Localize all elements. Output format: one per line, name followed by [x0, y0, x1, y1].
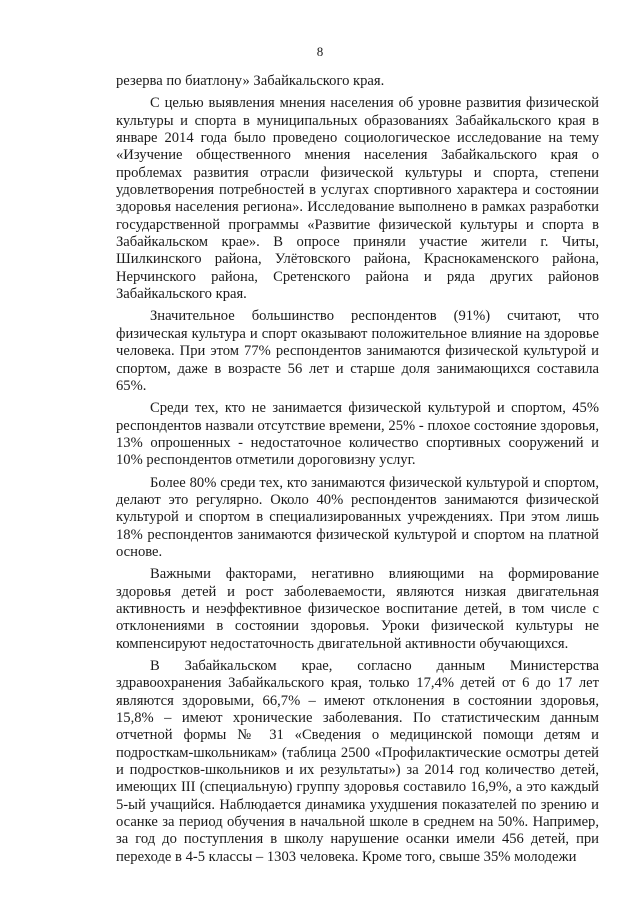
paragraph-majority-opinion: Значительное большинство респондентов (91%) считают, что физическая культура и спорт оказывают положительное влияние на здоровье человека. При этом 77% респондентов занимаются физической культурой и спортом, даже в возрасте 56 лет и старше доля занимающихся составила 65%. [116, 308, 599, 394]
paragraph-health-statistics: В Забайкальском крае, согласно данным Министерства здравоохранения Забайкальского края, только 17,4% детей от 6 до 17 лет являются здоровыми, 66,7% – имеют отклонения в состоянии здоровья, 15,8% – имеют хронические заболевания. По статистическим данным отчетной формы № 31 «Сведения о медицинской помощи детям и подросткам-школьникам» (таблица 2500 «Профилактические осмотры детей и подростков-школьников и их результаты») за 2014 год количество детей, имеющих III (специальную) группу здоровья составило 16,9%, а это каждый 5-ый учащийся. Наблюдается динамика ухудшения показателей по зрению и осанке за период обучения в начальной школе в среднем на 50%. Например, за год до поступления в школу нарушение осанки имели 456 детей, при переходе в 4-5 классы – 1303 человека. Кроме того, свыше 35% молодежи [116, 658, 599, 865]
document-body [116, 73, 599, 871]
paragraph-survey-intro: С целью выявления мнения населения об уровне развития физической культуры и спорта в муниципальных образованиях Забайкальского края в январе 2014 года было проведено социологическое исследование на тему «Изучение общественного мнения населения Забайкальского края о проблемах развития отрасли физической культуры и спорта, степени удовлетворения потребностей в услугах спортивного характера и состоянии здоровья населения региона». Исследование выполнено в рамках разработки государственной программы «Развитие физической культуры и спорта в Забайкальском крае». В опросе приняли участие жители г. Читы, Шилкинского района, Улётовского района, Краснокаменского района, Нерчинского района, Сретенского района и ряда других районов Забайкальского края. [116, 95, 599, 303]
paragraph-continuation: резерва по биатлону» Забайкальского края. [116, 73, 385, 89]
paragraph-health-factors: Важными факторами, негативно влияющими на формирование здоровья детей и рост заболеваемости, являются низкая двигательная активность и неэффективное физическое воспитание детей, в том числе с отклонениями в состоянии здоровья. Уроки физической культуры не компенсируют недостаточность двигательной активности обучающихся. [116, 566, 599, 652]
paragraph-non-participants: Среди тех, кто не занимается физической культурой и спортом, 45% респондентов назвали отсутствие времени, 25% - плохое состояние здоровья, 13% опрошенных - недостаточное количество спортивных сооружений и 10% респондентов отметили дороговизну услуг. [116, 400, 599, 469]
paragraph-regular-activity: Более 80% среди тех, кто занимаются физической культурой и спортом, делают это регулярно. Около 40% респондентов занимаются физической культурой и спортом в специализированных учреждениях. При этом лишь 18% респондентов занимаются физической культурой и спортом на платной основе. [116, 474, 599, 560]
page-number: 8 [316, 44, 324, 59]
